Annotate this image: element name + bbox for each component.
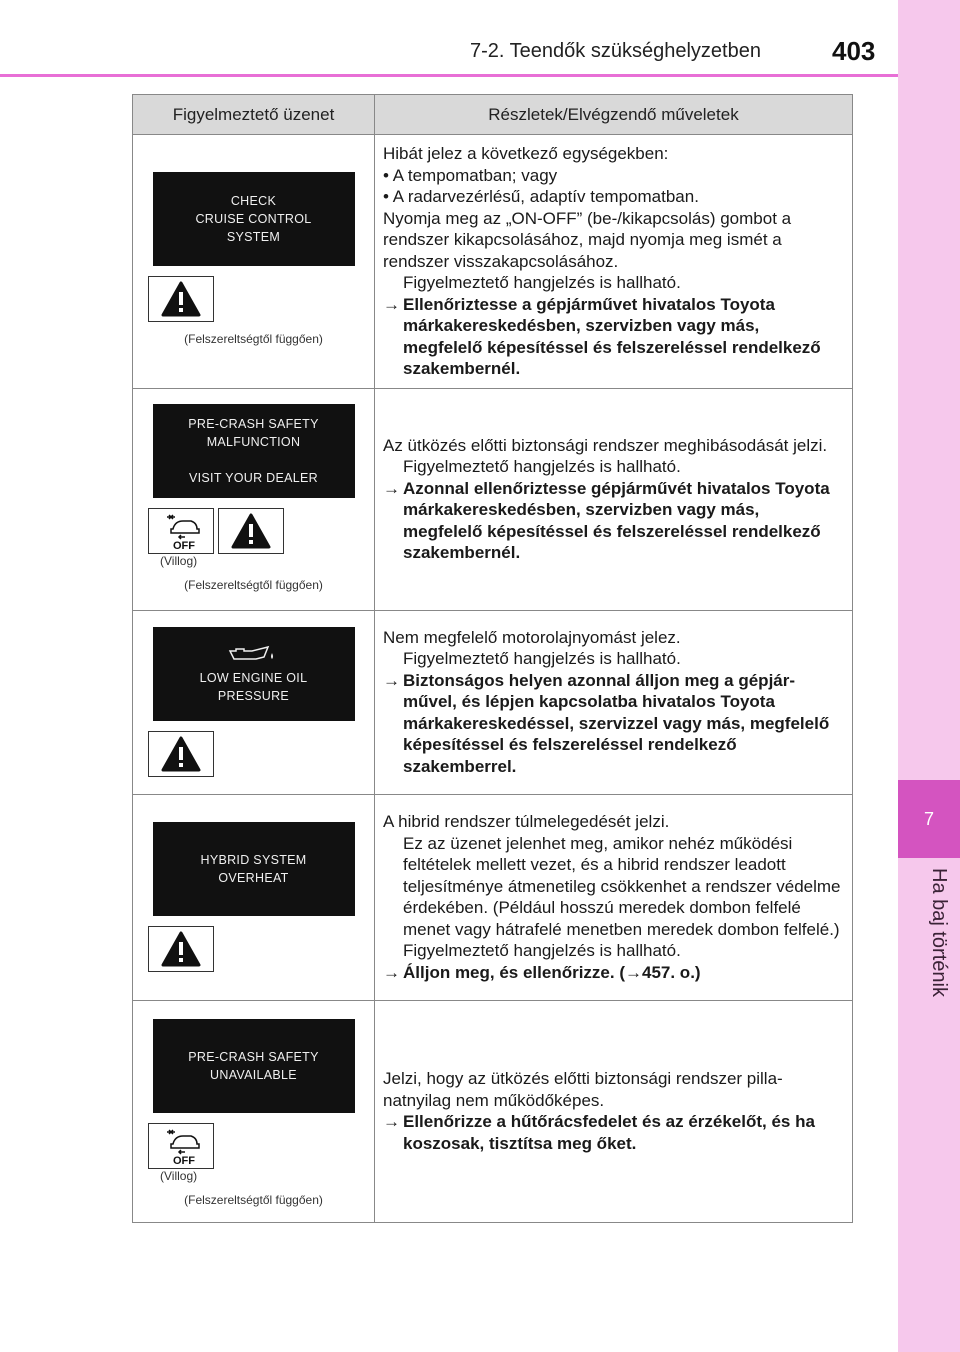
arrow-icon: → — [383, 1112, 400, 1131]
detail-line: Hibát jelez a következő egységekben: — [383, 144, 669, 163]
detail-line: • A tempomatban; vagy — [383, 165, 558, 185]
detail-line: • A radarvezérlésű, adaptív tempomatban. — [383, 187, 699, 206]
message-image-cell — [133, 794, 375, 1000]
column-header-details: Részletek/Elvégzendő műveletek — [375, 95, 853, 135]
beep-note: Figyelmeztető hangjelzés is hallható. — [403, 941, 681, 960]
display-text: PRE-CRASH SAFETY — [188, 1050, 319, 1064]
table-row — [133, 135, 853, 389]
icon-row — [133, 508, 374, 554]
detail-line: A hibrid rendszer túlmelegedését jelzi. — [383, 812, 670, 831]
table-row — [133, 794, 853, 1000]
details-cell — [375, 1000, 853, 1222]
message-image-cell — [133, 610, 375, 794]
chapter-title: Ha baj történik — [928, 868, 950, 997]
off-label: OFF — [173, 540, 195, 551]
blink-note: (Villog) — [160, 554, 198, 568]
message-image-cell — [133, 135, 375, 389]
display-text: CHECK — [230, 194, 277, 209]
pre-crash-off-icon — [148, 1123, 214, 1169]
details-cell — [375, 388, 853, 610]
warning-table — [132, 94, 853, 1223]
action-line — [383, 670, 842, 778]
display-text: VISIT YOUR DEALER — [189, 471, 318, 485]
warning-triangle-icon — [148, 731, 214, 777]
action-text: Biztonságos helyen azonnal álljon meg a gépjárművel, és lépjen kapcsolatba hivatalos Toyota márkakereskedéssel, szervizzel vagy más, megfelelő képesítéssel és felszereléssel rendelkező szakemberrel. — [403, 670, 830, 776]
blink-note: (Villog) — [160, 1169, 198, 1183]
display-text: PRE-CRASH SAFETY — [188, 417, 319, 431]
display-screen — [153, 172, 355, 266]
detail-line: Jelzi, hogy az ütközés előtti biztonsági rendszer pillanatnyilag nem működőképes. — [383, 1069, 783, 1110]
display-text: HYBRID SYSTEM — [200, 853, 307, 867]
action-text: Álljon meg, és ellenőrizze. (→457. o.) — [403, 962, 701, 982]
display-text: CRUISE CONTROL — [195, 212, 312, 227]
detail-line: Nyomja meg az „ON-OFF” (be-/kikapcsolás) gombot a rendszer kikapcsolásához, majd nyomja meg ismét a rendszer visszakapcsolásához. — [383, 208, 792, 271]
warning-triangle-icon — [148, 926, 214, 972]
details-cell — [375, 135, 853, 389]
message-image-cell — [133, 388, 375, 610]
chapter-number: 7 — [898, 780, 960, 858]
action-text: Ellenőrizze a hűtőrácsfedelet és az érzékelőt, és ha koszosak, tisztítsa meg őket. — [403, 1112, 815, 1153]
action-text: Azonnal ellenőriztesse gépjárművét hivatalos Toyota márkakereskedésben, szervizben vagy más, megfelelő képesítéssel és felszereléssel rendelkező szakembernél. — [403, 478, 830, 562]
icon-row — [133, 1123, 374, 1169]
arrow-icon: → — [383, 962, 400, 982]
display-text: PRESSURE — [217, 689, 290, 703]
arrow-icon: → — [383, 478, 400, 498]
display-screen — [153, 627, 355, 721]
off-label: OFF — [173, 1155, 195, 1166]
header-rule — [0, 74, 898, 77]
message-image-cell — [133, 1000, 375, 1222]
icon-row — [133, 731, 374, 777]
page-number: 403 — [832, 36, 876, 66]
oil-can-icon — [224, 643, 284, 665]
details-cell — [375, 794, 853, 1000]
display-text: LOW ENGINE OIL — [199, 671, 308, 685]
display-text: UNAVAILABLE — [210, 1068, 297, 1082]
equipment-note: (Felszereltségtől függően) — [184, 332, 323, 347]
display-text: OVERHEAT — [218, 871, 289, 885]
column-header-message: Figyelmeztető üzenet — [133, 95, 375, 135]
equipment-note: (Felszereltségtől függően) — [184, 578, 323, 592]
action-line — [383, 962, 842, 984]
table-row — [133, 388, 853, 610]
display-text: SYSTEM — [226, 230, 281, 245]
detail-line: Nem megfelelő motorolajnyomást jelez. — [383, 627, 681, 647]
beep-note: Figyelmeztető hangjelzés is hallható. — [403, 457, 681, 476]
table-row — [133, 1000, 853, 1222]
warning-triangle-icon — [218, 508, 284, 554]
display-text: MALFUNCTION — [206, 435, 301, 449]
arrow-icon: → — [383, 670, 400, 690]
arrow-icon: → — [383, 294, 400, 314]
pre-crash-off-icon — [148, 508, 214, 554]
display-screen — [153, 404, 355, 498]
beep-note: Figyelmeztető hangjelzés is hallható. — [403, 649, 681, 669]
action-line — [383, 294, 842, 380]
icon-row — [133, 926, 374, 972]
detail-note: Ez az üzenet jelenhet meg, amikor nehéz működési feltételek mellett vezet, és a hibrid rendszer leadott teljesítménye átmenetileg csökkenhet a rendszer védelme érdekében. (Például hosszú meredek dombon felfelé menet vagy hátrafelé menetben meredek dombon felfelé.) — [403, 833, 841, 939]
detail-line: Az ütközés előtti biztonsági rendszer meghibásodását jelzi. — [383, 435, 828, 455]
section-title: 7-2. Teendők szükséghelyzetben — [470, 40, 761, 62]
details-cell — [375, 610, 853, 794]
action-text: Ellenőriztesse a gépjárművet hivatalos Toyota márkakereskedésben, szervizben vagy más, megfelelő képesítéssel és felszereléssel rendelkező szakembernél. — [403, 294, 821, 378]
icon-row — [133, 276, 374, 322]
display-screen — [153, 1019, 355, 1113]
warning-triangle-icon — [148, 276, 214, 322]
action-line — [383, 1111, 842, 1154]
display-screen — [153, 822, 355, 916]
action-line — [383, 478, 842, 564]
beep-note: Figyelmeztető hangjelzés is hallható. — [403, 273, 681, 292]
table-header-row — [133, 95, 853, 135]
equipment-note: (Felszereltségtől függően) — [184, 1193, 323, 1207]
chapter-side-tab — [898, 0, 960, 1352]
table-row — [133, 610, 853, 794]
